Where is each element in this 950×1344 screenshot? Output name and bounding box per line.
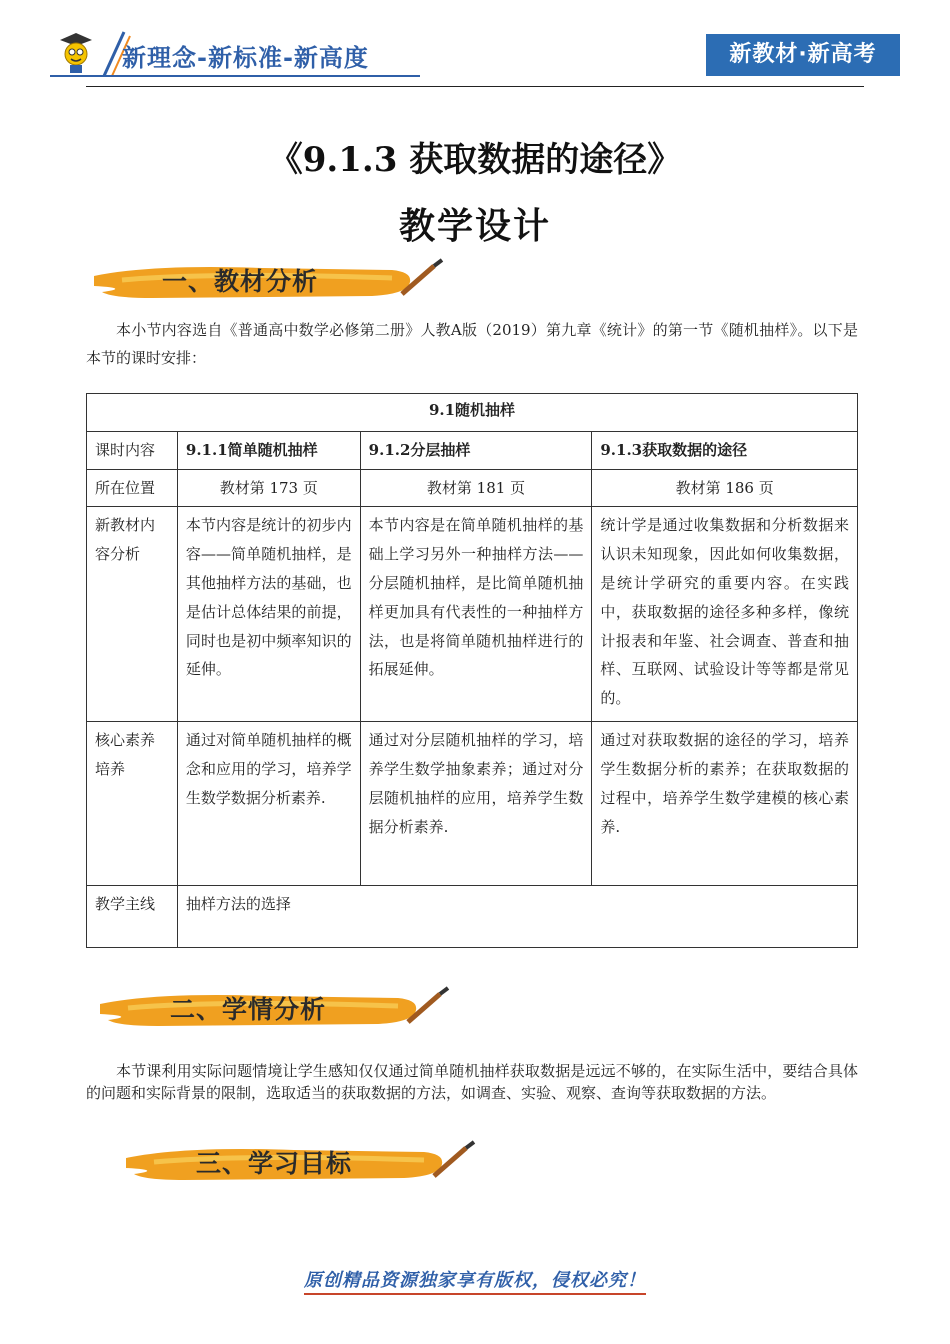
table-row bbox=[87, 431, 858, 469]
row-label: 核心素养培养 bbox=[87, 722, 178, 886]
section-banner-goals bbox=[124, 1140, 484, 1188]
table-row bbox=[87, 507, 858, 722]
section-title: 一、教材分析 bbox=[162, 267, 319, 296]
header-divider bbox=[86, 86, 864, 87]
table-caption: 9.1随机抽样 bbox=[87, 394, 858, 432]
table-cell: 教材第 173 页 bbox=[177, 469, 360, 507]
table-cell: 教材第 186 页 bbox=[592, 469, 858, 507]
copyright-text: 原创精品资源独家享有版权，侵权必究！ bbox=[304, 1270, 646, 1295]
header-slogan: 新理念-新标准-新高度 bbox=[122, 44, 369, 72]
table-row bbox=[87, 394, 858, 432]
table-cell: 9.1.1简单随机抽样 bbox=[177, 431, 360, 469]
table-cell: 9.1.2分层抽样 bbox=[360, 431, 592, 469]
intro-paragraph: 本小节内容选自《普通高中数学必修第二册》人教A版（2019）第九章《统计》的第一节《随机抽样》。以下是本节的课时安排： bbox=[86, 321, 858, 367]
mascot-icon bbox=[56, 30, 96, 74]
header-logo bbox=[50, 28, 430, 80]
section-banner-analysis bbox=[92, 258, 452, 306]
row-label: 新教材内容分析 bbox=[87, 507, 178, 722]
table-cell: 9.1.3获取数据的途径 bbox=[592, 431, 858, 469]
table-cell: 统计学是通过收集数据和分析数据来认识未知现象，因此如何收集数据，是统计学研究的重要内容。在实践中，获取数据的途径多种多样，像统计报表和年鉴、社会调查、普查和抽样、互联网、试验设计等等都是常见的。 bbox=[592, 507, 858, 722]
section-title: 三、学习目标 bbox=[196, 1149, 353, 1178]
table-row bbox=[87, 469, 858, 507]
table-row bbox=[87, 886, 858, 948]
situation-paragraph: 本节课利用实际问题情境让学生感知仅仅通过简单随机抽样获取数据是远远不够的，在实际生活中，要结合具体的问题和实际背景的限制，选取适当的获取数据的方法，如调查、实验、观察、查询等获取数据的方法。 bbox=[86, 1062, 858, 1102]
row-label: 教学主线 bbox=[87, 886, 178, 948]
table-cell: 抽样方法的选择 bbox=[177, 886, 857, 948]
section-title: 二、学情分析 bbox=[170, 995, 327, 1024]
table-cell: 教材第 181 页 bbox=[360, 469, 592, 507]
table-cell: 通过对获取数据的途径的学习，培养学生数据分析的素养；在获取数据的过程中，培养学生数学建模的核心素养. bbox=[592, 722, 858, 886]
table-cell: 本节内容是在简单随机抽样的基础上学习另外一种抽样方法——分层随机抽样，是比简单随机抽样更加具有代表性的一种抽样方法，也是将简单随机抽样进行的拓展延伸。 bbox=[360, 507, 592, 722]
copyright-footer bbox=[0, 1266, 950, 1292]
section-banner-situation bbox=[98, 986, 458, 1034]
row-label: 所在位置 bbox=[87, 469, 178, 507]
table-cell: 通过对简单随机抽样的概念和应用的学习，培养学生数学数据分析素养. bbox=[177, 722, 360, 886]
table-cell: 本节内容是统计的初步内容——简单随机抽样，是其他抽样方法的基础，也是估计总体结果的前提，同时也是初中频率知识的延伸。 bbox=[177, 507, 360, 722]
row-label: 课时内容 bbox=[87, 431, 178, 469]
header-badge: 新教材·新高考 bbox=[706, 34, 900, 76]
table-row bbox=[87, 722, 858, 886]
page-title: 《9.1.3 获取数据的途径》 bbox=[268, 140, 682, 180]
lesson-plan-table bbox=[86, 393, 858, 948]
table-cell: 通过对分层随机抽样的学习，培养学生数学抽象素养；通过对分层随机抽样的应用，培养学生数据分析素养. bbox=[360, 722, 592, 886]
logo-underline bbox=[50, 72, 430, 82]
page-subtitle: 教学设计 bbox=[398, 205, 551, 247]
